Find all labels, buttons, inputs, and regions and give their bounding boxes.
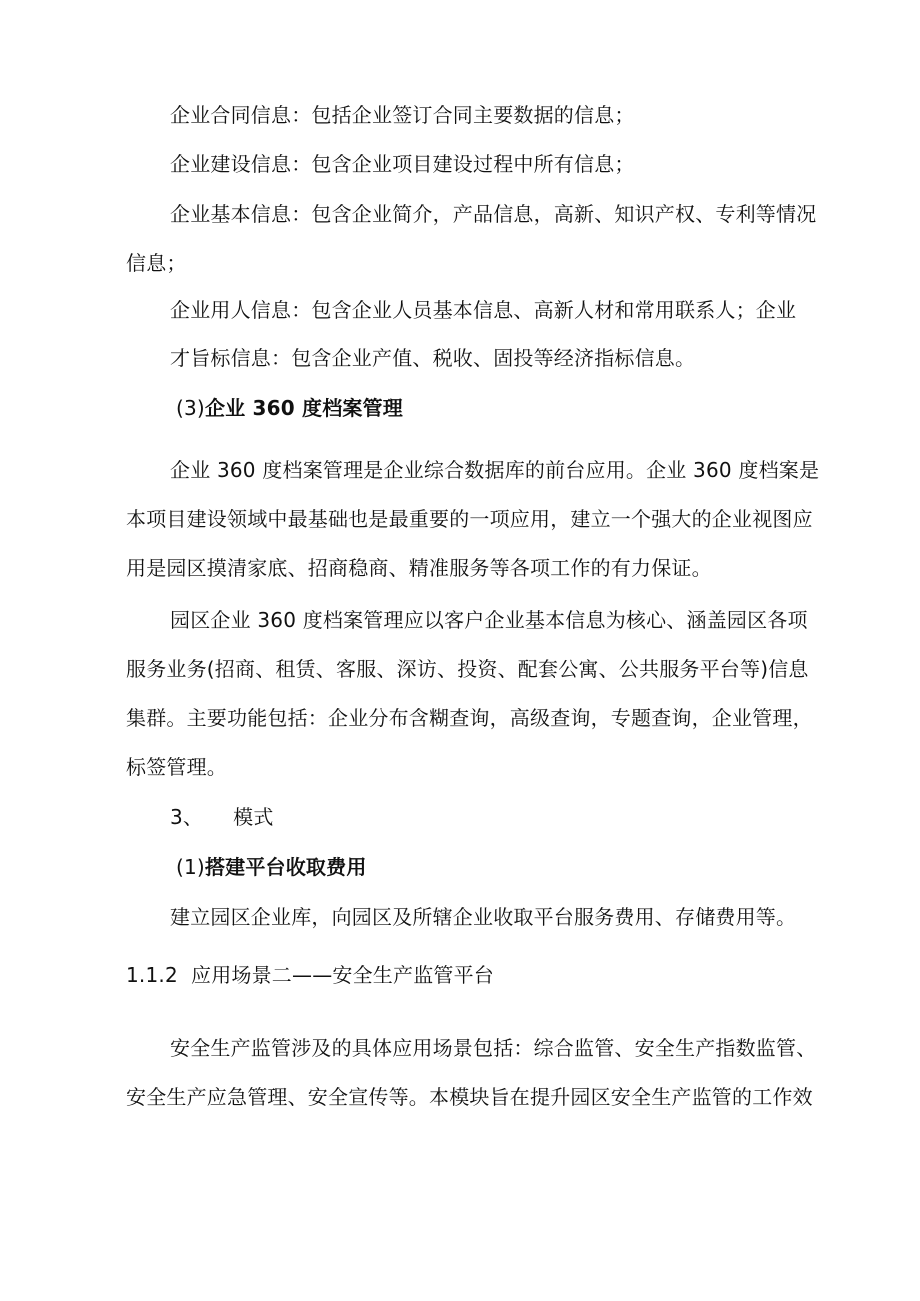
section3-paragraph-1-line-3: 用是园区摸清家底、招商稳商、精准服务等各项工作的有力保证。 [126,556,712,580]
scenario2-heading: 1.1.2 应用场景二——安全生产监管平台 [126,963,495,987]
basic-info-line-1: 企业基本信息：包含企业简介，产品信息，高新、知识产权、专利等情况 [170,202,817,226]
employment-info-line-2: 才旨标信息：包含企业产值、税收、固投等经济指标信息。 [170,346,696,370]
mode-subheading-title: 搭建平台收取费用 [204,855,367,879]
section3-heading-prefix: (3) [176,396,205,420]
section3-paragraph-1-line-1: 企业 360 度档案管理是企业综合数据库的前台应用。企业 360 度档案是 [170,458,820,482]
section3-heading [176,396,403,420]
section3-heading-title: 企业 360 度档案管理 [204,396,404,420]
section3-paragraph-2-line-2: 服务业务(招商、租赁、客服、深访、投资、配套公寓、公共服务平台等)信息 [126,657,809,681]
mode-subheading-prefix: (1) [176,855,205,879]
mode-heading-number: 3、 [170,805,204,829]
section3-paragraph-2-line-3: 集群。主要功能包括：企业分布含糊查询，高级查询，专题查询，企业管理， [126,706,813,730]
mode-description: 建立园区企业库，向园区及所辖企业收取平台服务费用、存储费用等。 [170,905,797,929]
mode-heading [170,805,274,829]
scenario2-paragraph-line-1: 安全生产监管涉及的具体应用场景包括：综合监管、安全生产指数监管、 [170,1036,817,1060]
employment-info-line-1: 企业用人信息：包含企业人员基本信息、高新人材和常用联系人；企业 [170,298,797,322]
mode-subheading [176,855,367,879]
section3-paragraph-1-line-2: 本项目建设领域中最基础也是最重要的一项应用，建立一个强大的企业视图应 [126,507,813,531]
mode-heading-title: 模式 [233,805,274,829]
scenario2-paragraph-line-2: 安全生产应急管理、安全宣传等。本模块旨在提升园区安全生产监管的工作效 [126,1085,813,1109]
construction-info-line: 企业建设信息：包含企业项目建设过程中所有信息； [170,152,635,176]
section3-paragraph-2-line-4: 标签管理。 [126,755,227,779]
contract-info-line: 企业合同信息：包括企业签订合同主要数据的信息； [170,103,635,127]
section3-paragraph-2-line-1: 园区企业 360 度档案管理应以客户企业基本信息为核心、涵盖园区各项 [170,608,808,632]
basic-info-line-2: 信息； [126,251,187,275]
